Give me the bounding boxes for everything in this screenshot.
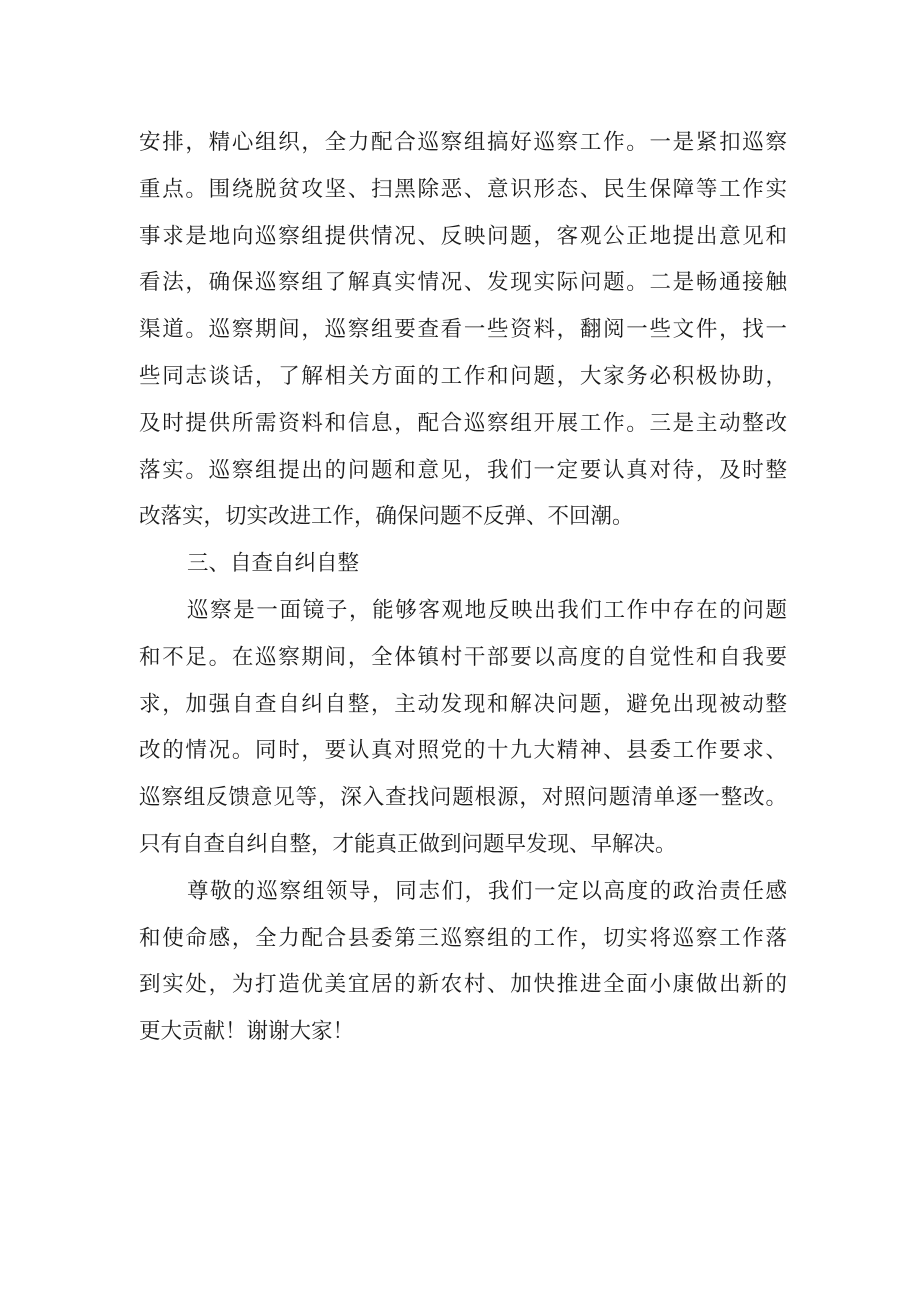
heading-text: 三、自查自纠自整 [187, 551, 360, 577]
text-line: 和使命感，全力配合县委第三巡察组的工作，切实将巡察工作落 [139, 925, 787, 951]
text-line: 到实处，为打造优美宜居的新农村、加快推进全面小康做出新的 [139, 972, 787, 998]
paragraph-closing [139, 869, 787, 1056]
text-line: 渠道。巡察期间，巡察组要查看一些资料，翻阅一些文件，找一 [139, 317, 787, 343]
text-line: 更大贡献！谢谢大家！ [139, 1019, 355, 1045]
text-line: 只有自查自纠自整，才能真正做到问题早发现、早解决。 [139, 831, 677, 857]
text-line: 尊敬的巡察组领导，同志们，我们一定以高度的政治责任感 [187, 878, 787, 904]
text-line: 及时提供所需资料和信息，配合巡察组开展工作。三是主动整改 [139, 410, 787, 436]
text-line: 落实。巡察组提出的问题和意见，我们一定要认真对待，及时整 [139, 457, 787, 483]
text-line: 重点。围绕脱贫攻坚、扫黑除恶、意识形态、民生保障等工作实 [139, 176, 787, 202]
text-line: 求，加强自查自纠自整，主动发现和解决问题，避免出现被动整 [139, 691, 787, 717]
text-line: 和不足。在巡察期间，全体镇村干部要以高度的自觉性和自我要 [139, 644, 787, 670]
text-line: 安排，精心组织，全力配合巡察组搞好巡察工作。一是紧扣巡察 [139, 130, 787, 155]
document-body [139, 120, 787, 1056]
paragraph-continued [139, 120, 787, 541]
section-heading [139, 541, 787, 588]
text-line: 巡察组反馈意见等，深入查找问题根源，对照问题清单逐一整改。 [139, 785, 787, 811]
text-line: 改落实，切实改进工作，确保问题不反弹、不回潮。 [139, 504, 634, 530]
text-line: 事求是地向巡察组提供情况、反映问题，客观公正地提出意见和 [139, 223, 787, 249]
text-line: 巡察是一面镜子，能够客观地反映出我们工作中存在的问题 [187, 597, 787, 623]
text-line: 看法，确保巡察组了解真实情况、发现实际问题。二是畅通接触 [139, 270, 787, 296]
paragraph-self-check [139, 588, 787, 869]
text-line: 改的情况。同时，要认真对照党的十九大精神、县委工作要求、 [139, 738, 787, 764]
text-line: 些同志谈话，了解相关方面的工作和问题，大家务必积极协助， [139, 363, 787, 389]
